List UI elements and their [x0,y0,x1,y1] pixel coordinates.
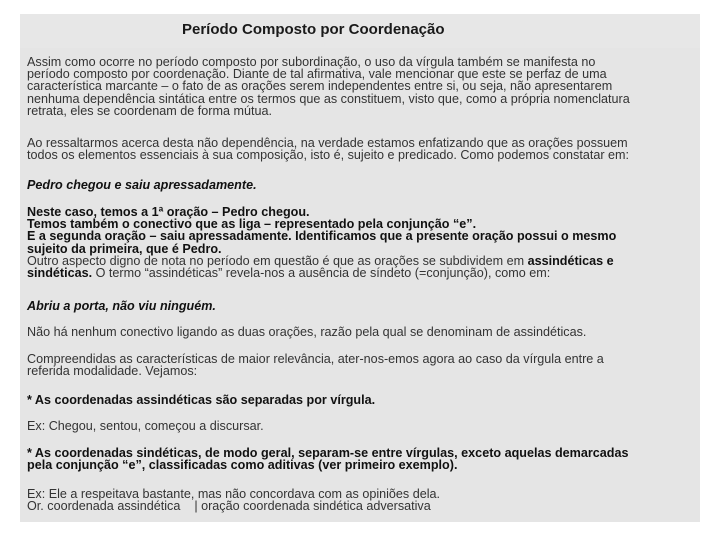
text-line: Compreendidas as características de maior relevância, ater-nos-emos agora ao caso da vírgula entre a [27,352,604,366]
text-line: característica marcante – o fato de as orações serem independentes entre si, ou seja, não apresentarem [27,79,613,94]
rule-syndetic [27,447,697,471]
text-line: Ex: Ele a respeitava bastante, mas não concordava com as opiniões dela. [27,487,441,501]
text-line: Ao ressaltarmos acerca desta não dependência, na verdade estamos enfatizando que as orações possuem [27,136,628,150]
text-line [27,267,697,279]
content-panel [20,48,700,522]
paragraph-independence [27,137,697,161]
text-segment-bold: sindéticas. [27,266,93,281]
analysis-block [27,206,697,279]
text-line: retrata, eles se coordenam de forma mútua. [27,103,273,118]
text-segment: O termo “assindéticas” revela-nos a ausência de síndeto (=conjunção), como em: [92,266,551,281]
rule-asyndetic: * As coordenadas assindéticas são separadas por vírgula. [27,393,376,407]
text-segment-bold: assindéticas e [527,253,614,268]
text-line: todos os elementos essenciais à sua composição, isto é, sujeito e predicado. Como podemos constatar em: [27,148,630,163]
text-line: Neste caso, temos a 1ª oração – Pedro chegou. [27,205,310,219]
text-line: E a segunda oração – saiu apressadamente. Identificamos que a presente oração possui o mesmo [27,229,617,244]
text-line: * As coordenadas sindéticas, de modo geral, separam-se entre vírgulas, exceto aquelas demarcadas [27,446,629,460]
text-line: referida modalidade. Vejamos: [27,364,198,379]
paragraph-comma-case [27,353,697,377]
text-line: Assim como ocorre no período composto por subordinação, o uso da vírgula também se manifesta no [27,55,596,69]
example-syndetic [27,488,697,512]
text-line: sujeito da primeira, que é Pedro. [27,241,222,256]
paragraph-intro [27,56,697,117]
text-line: Temos também o conectivo que as liga – representado pela conjunção “e”. [27,217,477,232]
example-sentence-1: Pedro chegou e saiu apressadamente. [27,178,257,192]
paragraph-asyndetic: Não há nenhum conectivo ligando as duas orações, razão pela qual se denominam de assindéticas. [27,325,587,339]
text-segment: Outro aspecto digno de nota no período em questão é que as orações se subdividem em [27,253,528,268]
page-title: Período Composto por Coordenação [182,21,445,38]
example-sentence-2: Abriu a porta, não viu ninguém. [27,299,216,313]
text-line: pela conjunção “e”, classificadas como aditivas (ver primeiro exemplo). [27,458,458,473]
text-line: Or. coordenada assindética | oração coordenada sindética adversativa [27,499,431,514]
text-line: período composto por coordenação. Diante de tal afirmativa, vale mencionar que este se perfaz de uma [27,67,607,82]
text-line: nenhuma dependência sintática entre os termos que as constituem, visto que, como a própria nomenclatura [27,91,630,106]
example-asyndetic: Ex: Chegou, sentou, começou a discursar. [27,419,264,433]
